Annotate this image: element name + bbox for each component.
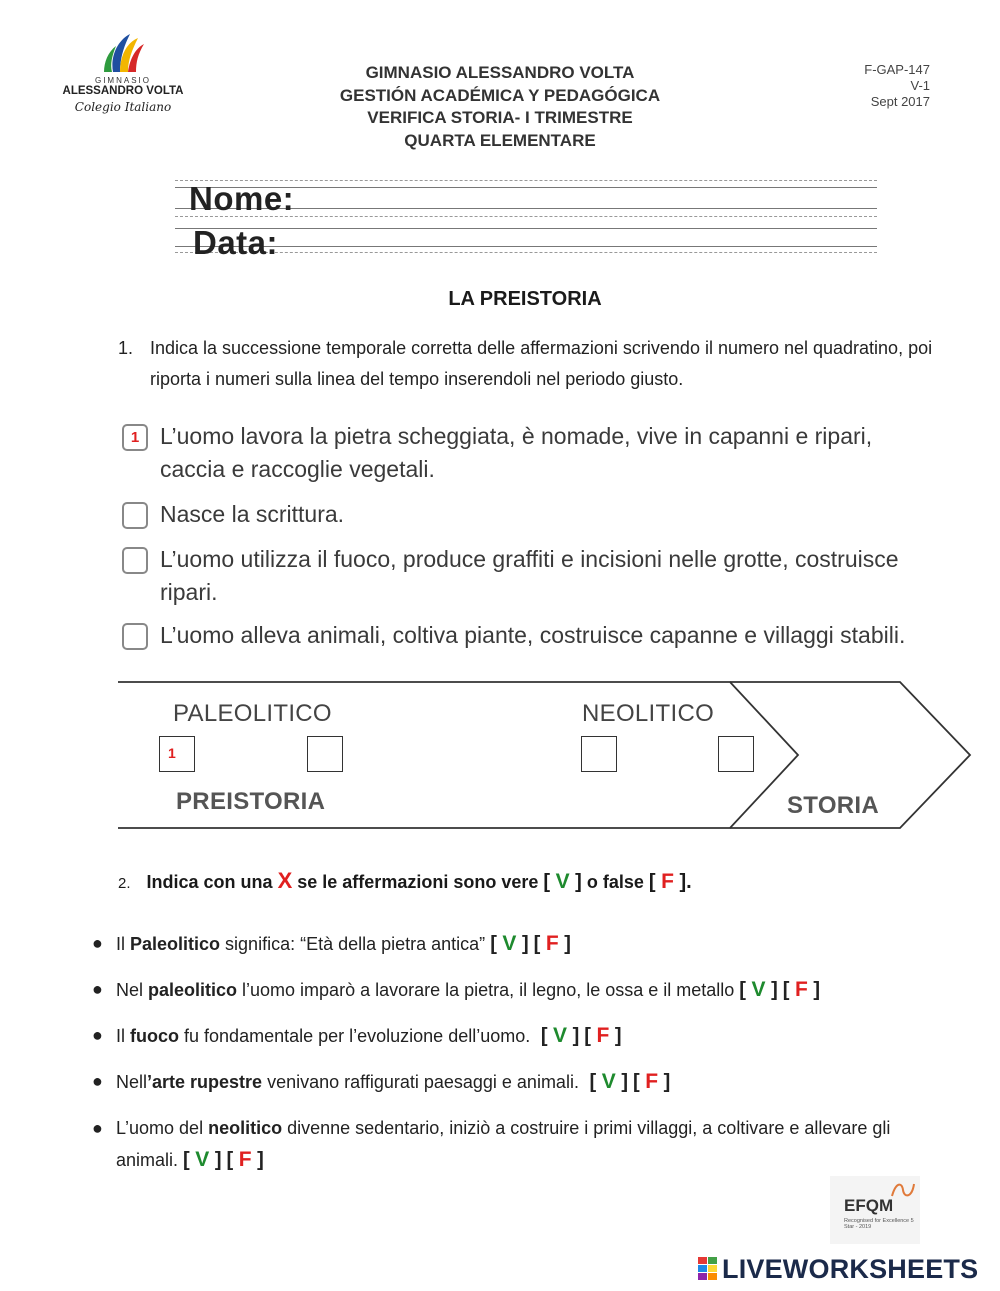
statement-keyword: paleolitico: [148, 980, 238, 1000]
sequence-input[interactable]: [122, 502, 148, 529]
brand-text: LIVEWORKSHEETS: [722, 1254, 979, 1284]
efqm-badge: [830, 1176, 920, 1244]
false-option[interactable]: F: [596, 1024, 610, 1047]
name-date-band: [175, 178, 877, 261]
statement: ● L’uomo del neolitico divenne sedentario, iniziò a costruire i primi villaggi, a coltivare e allevare gli animali. [ V ] [ F ]: [92, 1118, 891, 1171]
true-mark: V: [555, 870, 570, 893]
sequence-item: [122, 420, 942, 486]
sequence-item: [122, 498, 942, 531]
school-logo: [58, 32, 188, 127]
code-line: F-GAP-147: [864, 62, 930, 77]
code-line: V-1: [910, 78, 930, 93]
question-text: Indica la successione temporale corretta delle affermazioni scrivendo il numero nel quadratino, poi riporta i numeri sulla linea del tempo inserendoli nel periodo giusto.: [150, 338, 933, 389]
label-preistoria: PREISTORIA: [176, 788, 326, 815]
label-paleolitico: PALEOLITICO: [173, 700, 332, 727]
sequence-text: L’uomo lavora la pietra scheggiata, è nomade, vive in capanni e ripari, caccia e raccoglie vegetali.: [160, 423, 873, 482]
statement-keyword: neolitico: [208, 1118, 283, 1138]
true-option[interactable]: V: [601, 1070, 616, 1093]
logo-line2: ALESSANDRO VOLTA: [62, 85, 184, 97]
sequence-input[interactable]: [122, 547, 148, 574]
statement: ● Il Paleolitico significa: “Età della pietra antica” [ V ] [ F ]: [92, 932, 571, 955]
q2-text-a: Indica con una: [146, 872, 273, 892]
statement-keyword: fuoco: [130, 1026, 180, 1046]
statement-keyword: ’arte rupestre: [147, 1072, 263, 1092]
header-line: GESTIÓN ACADÉMICA Y PEDAGÓGICA: [339, 85, 661, 105]
true-option[interactable]: V: [553, 1024, 568, 1047]
question-2: 2. Indica con una X se le affermazioni sono vere [ V ] o false [ F ].: [118, 868, 692, 893]
sequence-text: Nasce la scrittura.: [160, 501, 345, 527]
true-option[interactable]: V: [751, 978, 766, 1001]
statement: ● Nell’arte rupestre venivano raffigurati paesaggi e animali. [ V ] [ F ]: [92, 1070, 671, 1093]
sequence-input[interactable]: 1: [122, 424, 148, 451]
false-option[interactable]: F: [545, 932, 559, 955]
x-mark: X: [277, 868, 293, 893]
sequence-item: [122, 619, 942, 652]
sequence-item: [122, 543, 942, 609]
sequence-text: L’uomo alleva animali, coltiva piante, costruisce capanne e villaggi stabili.: [160, 622, 906, 648]
statement-keyword: Paleolitico: [130, 934, 221, 954]
page-title: LA PREISTORIA: [448, 288, 602, 310]
efqm-subtitle: Recognised for Excellence 5 Star - 2019: [844, 1218, 914, 1230]
timeline-input[interactable]: [718, 736, 754, 772]
date-label: Data:: [193, 224, 279, 261]
label-storia: STORIA: [787, 792, 880, 819]
efqm-title: EFQM: [844, 1196, 894, 1215]
header-line: QUARTA ELEMENTARE: [404, 130, 596, 150]
header-title: [260, 62, 740, 152]
document-code: [830, 62, 930, 110]
q2-text-b: se le affermazioni sono vere: [297, 872, 539, 892]
logo-line3: Colegio Italiano: [74, 100, 172, 114]
timeline-input[interactable]: [307, 736, 343, 772]
statement: ● Il fuoco fu fondamentale per l’evoluzione dell’uomo. [ V ] [ F ]: [92, 1024, 622, 1047]
true-option[interactable]: V: [502, 932, 517, 955]
header-line: VERIFICA STORIA- I TRIMESTRE: [367, 108, 633, 127]
liveworksheets-logo-icon: [698, 1257, 718, 1281]
sequence-text: L’uomo utilizza il fuoco, produce graffiti e incisioni nelle grotte, costruisce ripari.: [160, 546, 899, 605]
liveworksheets-brand: [698, 1254, 978, 1285]
timeline-input[interactable]: [581, 736, 617, 772]
false-mark: F: [661, 870, 674, 893]
header-line: GIMNASIO ALESSANDRO VOLTA: [365, 63, 635, 82]
timeline-input[interactable]: 1: [159, 736, 195, 772]
label-neolitico: NEOLITICO: [582, 700, 715, 727]
logo-line1: GIMNASIO: [94, 76, 151, 85]
false-option[interactable]: F: [645, 1070, 659, 1093]
logo-mark-icon: [58, 32, 188, 76]
sequence-input[interactable]: [122, 623, 148, 650]
statement: ● Nel paleolitico l’uomo imparò a lavorare la pietra, il legno, le ossa e il metallo [ V ] [ F ]: [92, 978, 821, 1001]
false-option[interactable]: F: [794, 978, 808, 1001]
q2-text-c: o false: [586, 872, 644, 892]
question-1: [118, 333, 958, 395]
question-number: 2.: [118, 875, 131, 892]
true-option[interactable]: V: [195, 1148, 210, 1171]
question-number: 1.: [118, 338, 134, 358]
false-option[interactable]: F: [238, 1148, 252, 1171]
code-line: Sept 2017: [870, 94, 930, 109]
name-label: Nome:: [189, 180, 295, 217]
